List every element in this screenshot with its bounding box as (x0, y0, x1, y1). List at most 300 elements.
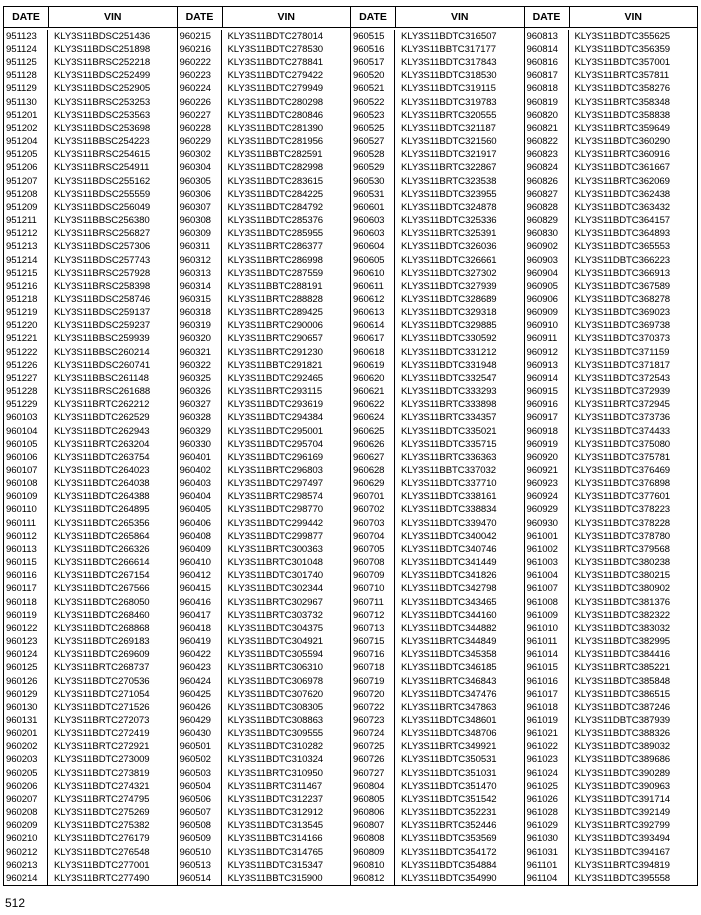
date-cell: 961031 (525, 846, 569, 859)
vin-cell: KLY3S11BDTC373736 (574, 412, 671, 424)
table-row (525, 819, 698, 832)
table-row (178, 372, 351, 385)
date-cell: 960905 (525, 280, 569, 293)
date-cell: 960224 (178, 82, 222, 95)
table-row (178, 254, 351, 267)
table-row (4, 675, 177, 688)
table-row (178, 96, 351, 109)
table-row (4, 43, 177, 56)
table-header (525, 7, 698, 28)
table-row (351, 648, 524, 661)
date-cell: 951202 (4, 122, 48, 135)
date-cell: 960525 (351, 122, 395, 135)
date-cell: 961007 (525, 582, 569, 595)
vin-cell: KLY3S11BDSC252499 (54, 70, 151, 82)
date-cell: 960103 (4, 411, 48, 424)
vin-cell: KLY3S11BDTC309555 (227, 728, 324, 740)
vin-cell: KLY3S11BRTC349921 (401, 741, 497, 753)
date-cell: 961022 (525, 740, 569, 753)
date-cell: 960715 (351, 635, 395, 648)
vin-cell: KLY3S11BDSC255559 (54, 188, 151, 200)
date-cell: 951124 (4, 43, 48, 56)
date-cell: 960611 (351, 280, 395, 293)
vin-cell: KLY3S11BDTC347476 (401, 688, 497, 700)
date-cell: 960210 (4, 832, 48, 845)
table-row (4, 701, 177, 714)
vin-cell: KLY3S11BDTC306978 (227, 675, 324, 687)
vin-cell: KLY3S11BBTC282591 (227, 149, 323, 161)
date-cell: 960819 (525, 96, 569, 109)
date-cell: 960805 (351, 793, 395, 806)
vin-cell: KLY3S11BRTC333898 (401, 399, 497, 411)
table-row (4, 30, 177, 43)
vin-cell: KLY3S11BRTC306310 (227, 662, 323, 674)
table-row (525, 477, 698, 490)
table-row (178, 267, 351, 280)
table-row (4, 661, 177, 674)
table-row (4, 254, 177, 267)
date-cell: 960229 (178, 135, 222, 148)
date-cell: 960720 (351, 688, 395, 701)
date-cell: 960621 (351, 385, 395, 398)
date-cell: 960705 (351, 543, 395, 556)
date-cell: 960306 (178, 188, 222, 201)
table-row (4, 438, 177, 451)
vin-cell: KLY3S11BDTC358276 (574, 83, 671, 95)
table-row (525, 319, 698, 332)
vin-cell: KLY3S11BRSC254911 (54, 162, 150, 174)
date-cell: 961010 (525, 622, 569, 635)
date-cell: 960110 (4, 503, 48, 516)
date-cell: 960814 (525, 43, 569, 56)
vin-cell: KLY3S11BDTC284225 (227, 188, 324, 200)
table-row (525, 135, 698, 148)
vin-cell: KLY3S11BDTC310282 (227, 741, 324, 753)
table-row (351, 122, 524, 135)
table-row (4, 451, 177, 464)
table-row (4, 477, 177, 490)
table-row (351, 543, 524, 556)
table-row (4, 832, 177, 845)
table-row (525, 201, 698, 214)
vin-cell: KLY3S11BRSC258398 (54, 280, 151, 292)
table-row (178, 714, 351, 727)
table-row (4, 56, 177, 69)
date-cell: 960619 (351, 359, 395, 372)
table-row (4, 411, 177, 424)
date-cell: 951214 (4, 254, 48, 267)
date-cell: 961021 (525, 727, 569, 740)
vin-cell: KLY3S11BDTC329318 (401, 307, 497, 319)
date-cell: 960614 (351, 319, 395, 332)
vin-cell: KLY3S11BRTC359649 (574, 122, 670, 134)
date-cell: 951206 (4, 161, 48, 174)
date-cell: 960124 (4, 648, 48, 661)
table-row (178, 780, 351, 793)
date-cell: 960924 (525, 490, 569, 503)
date-cell: 960419 (178, 635, 222, 648)
table-header (4, 7, 177, 28)
vin-cell: KLY3S11BDTC285376 (227, 215, 324, 227)
table-row (178, 201, 351, 214)
vin-cell: KLY3S11BDTC278014 (227, 30, 324, 42)
table-row (178, 319, 351, 332)
vin-cell: KLY3S11BDTC370373 (574, 333, 671, 345)
vin-cell: KLY3S11BDTC345358 (401, 649, 497, 661)
vin-cell: KLY3S11BDTC382995 (574, 636, 671, 648)
date-cell: 960906 (525, 293, 569, 306)
vin-cell: KLY3S11BBTC337032 (401, 465, 497, 476)
date-cell: 960514 (178, 872, 222, 885)
vin-cell: KLY3S11BDTC316507 (401, 30, 497, 42)
date-cell: 960702 (351, 503, 395, 516)
vin-cell: KLY3S11BBTC314166 (227, 833, 323, 845)
date-cell: 960601 (351, 201, 395, 214)
vin-cell: KLY3S11BRTC290657 (227, 333, 323, 345)
table-row (178, 148, 351, 161)
table-row (351, 82, 524, 95)
vin-cell: KLY3S11BDSC255162 (54, 175, 151, 187)
table-row (351, 359, 524, 372)
date-cell: 960305 (178, 175, 222, 188)
vin-cell: KLY3S11BRTC286998 (227, 254, 323, 266)
date-cell: 960719 (351, 675, 395, 688)
vin-cell: KLY3S11BDTC319115 (401, 83, 496, 95)
vin-cell: KLY3S11BDTC339470 (401, 517, 497, 529)
table-row (525, 556, 698, 569)
vin-cell: KLY3S11BRTC268737 (54, 662, 150, 674)
vin-cell: KLY3S11BRSC254615 (54, 149, 151, 161)
table-row (4, 464, 177, 477)
date-cell: 960409 (178, 543, 222, 556)
vin-cell: KLY3S11BDTC376898 (574, 478, 671, 490)
vin-cell: KLY3S11BDTC275382 (54, 820, 150, 832)
vin-cell: KLY3S11BDTC315347 (227, 859, 324, 871)
date-cell: 960320 (178, 332, 222, 345)
date-cell: 960528 (351, 148, 395, 161)
vin-cell: KLY3S11BDTC367589 (574, 280, 671, 292)
table-row (525, 832, 698, 845)
date-cell: 960410 (178, 556, 222, 569)
vin-cell: KLY3S11BDTC395558 (574, 872, 671, 884)
table-row (351, 740, 524, 753)
table-row (178, 398, 351, 411)
vin-cell: KLY3S11BRTC385221 (574, 662, 670, 674)
vin-cell: KLY3S11BRTC325391 (401, 228, 497, 240)
date-cell: 960527 (351, 135, 395, 148)
vin-cell: KLY3S11BRTC346843 (401, 675, 497, 687)
vin-cell: KLY3S11BDTC295704 (227, 438, 324, 450)
table-row (351, 240, 524, 253)
table-row (178, 517, 351, 530)
date-cell: 960917 (525, 411, 569, 424)
date-cell: 960208 (4, 806, 48, 819)
table-row (178, 846, 351, 859)
date-cell: 951212 (4, 227, 48, 240)
date-cell: 961011 (525, 635, 569, 648)
table-row (178, 30, 351, 43)
vin-cell: KLY3S11BDTC262943 (54, 425, 150, 437)
table-row (351, 30, 524, 43)
date-cell: 960111 (4, 517, 48, 530)
vin-cell: KLY3S11BRSC256827 (54, 228, 151, 240)
vin-cell: KLY3S11BDTC371159 (574, 346, 670, 358)
date-cell: 961104 (525, 872, 569, 885)
vin-cell: KLY3S11BDTC348706 (401, 728, 497, 740)
date-cell: 960222 (178, 56, 222, 69)
table-row (178, 438, 351, 451)
vin-cell: KLY3S11BDTC280846 (227, 109, 324, 121)
date-cell: 960823 (525, 148, 569, 161)
vin-cell: KLY3S11BDTC366913 (574, 267, 671, 279)
vin-cell: KLY3S11BDTC278841 (227, 57, 324, 69)
table-row (525, 543, 698, 556)
table-row (178, 661, 351, 674)
table-row (525, 385, 698, 398)
table-row (4, 346, 177, 359)
date-cell: 960824 (525, 161, 569, 174)
date-cell: 960226 (178, 96, 222, 109)
date-cell: 960328 (178, 411, 222, 424)
vin-cell: KLY3S11BDTC353569 (401, 833, 497, 845)
table-row (4, 109, 177, 122)
table-row (525, 30, 698, 43)
table-row (4, 372, 177, 385)
vin-cell: KLY3S11BBSC260214 (54, 346, 150, 358)
vin-cell: KLY3S11BDTC376469 (574, 465, 671, 476)
date-cell: 960214 (4, 872, 48, 885)
vin-cell: KLY3S11BDTC389032 (574, 741, 671, 753)
date-cell: 960206 (4, 780, 48, 793)
table-row (525, 96, 698, 109)
vin-cell: KLY3S11BDTC317843 (401, 57, 497, 69)
date-cell: 960618 (351, 346, 395, 359)
date-cell: 960408 (178, 530, 222, 543)
date-cell: 960913 (525, 359, 569, 372)
date-cell: 951201 (4, 109, 48, 122)
table-row (525, 490, 698, 503)
table-row (351, 425, 524, 438)
table-row (178, 43, 351, 56)
table-row (178, 819, 351, 832)
vin-cell: KLY3S11BDTC287559 (227, 267, 324, 279)
vin-cell: KLY3S11BDTC299442 (227, 517, 324, 529)
vin-cell: KLY3S11BDTC344882 (401, 622, 497, 634)
vin-cell: KLY3S11BRTC272921 (54, 741, 150, 753)
date-cell: 960723 (351, 714, 395, 727)
table-row (4, 714, 177, 727)
vin-cell: KLY3S11BDTC354172 (401, 846, 497, 858)
table-row (4, 425, 177, 438)
date-cell: 960509 (178, 832, 222, 845)
vin-cell: KLY3S11BDTC319783 (401, 96, 497, 108)
table-row (4, 688, 177, 701)
table-row (351, 254, 524, 267)
table-rows (4, 28, 177, 885)
table-row (525, 122, 698, 135)
vin-cell: KLY3S11BDTC301740 (227, 570, 324, 582)
date-cell: 960403 (178, 477, 222, 490)
table-row (351, 69, 524, 82)
date-cell: 960508 (178, 819, 222, 832)
date-cell: 951219 (4, 306, 48, 319)
vin-cell: KLY3S11BDTC364893 (574, 228, 671, 240)
date-cell: 960117 (4, 582, 48, 595)
date-cell: 960529 (351, 161, 395, 174)
table-row (525, 69, 698, 82)
vin-cell: KLY3S11BRTC311467 (227, 780, 323, 792)
vin-cell: KLY3S11BDTC374433 (574, 425, 671, 437)
table-row (178, 477, 351, 490)
date-cell: 960911 (525, 332, 569, 345)
date-cell: 951226 (4, 359, 48, 372)
vin-cell: KLY3S11BDTC389686 (574, 754, 671, 766)
date-cell: 960326 (178, 385, 222, 398)
vin-cell: KLY3S11BDTC268868 (54, 622, 150, 634)
table-row (4, 96, 177, 109)
table-row (4, 490, 177, 503)
table-row (351, 398, 524, 411)
table-row (178, 240, 351, 253)
table-row (351, 556, 524, 569)
vin-cell: KLY3S11BBTC315900 (227, 872, 323, 884)
table-row (178, 806, 351, 819)
table-row (351, 688, 524, 701)
date-cell: 951204 (4, 135, 48, 148)
table-row (178, 793, 351, 806)
vin-cell: KLY3S11BDTC383032 (574, 622, 671, 634)
table-rows (351, 28, 524, 885)
table-row (4, 175, 177, 188)
vin-cell: KLY3S11BDTC371817 (574, 359, 671, 371)
vin-cell: KLY3S11BDTC384416 (574, 649, 671, 661)
vin-cell: KLY3S11BDTC272419 (54, 728, 150, 740)
date-cell: 960920 (525, 451, 569, 464)
vin-cell: KLY3S11BDTC391714 (574, 793, 671, 805)
date-cell: 961018 (525, 701, 569, 714)
vin-cell: KLY3S11BDTC265864 (54, 530, 150, 542)
date-cell: 960804 (351, 780, 395, 793)
table-row (525, 293, 698, 306)
vin-cell: KLY3S11BDTC308305 (227, 701, 324, 713)
vin-cell: KLY3S11BDTC350531 (401, 754, 497, 766)
table-row (351, 675, 524, 688)
table-block (525, 7, 698, 885)
table-row (351, 43, 524, 56)
table-row (351, 859, 524, 872)
date-cell: 951229 (4, 398, 48, 411)
table-row (178, 346, 351, 359)
vin-cell: KLY3S11BDTC264388 (54, 491, 150, 503)
date-cell: 960228 (178, 122, 222, 135)
table-row (351, 846, 524, 859)
table-row (525, 503, 698, 516)
date-cell: 960821 (525, 122, 569, 135)
table-row (4, 240, 177, 253)
date-column-header: DATE (525, 7, 570, 27)
vin-cell: KLY3S11BRTC362069 (574, 175, 670, 187)
vin-cell: KLY3S11BDTC321560 (401, 136, 497, 148)
date-cell: 960712 (351, 609, 395, 622)
page-number: 512 (5, 896, 26, 910)
vin-cell: KLY3S11BDTC314765 (227, 846, 324, 858)
vin-cell: KLY3S11BDTC292465 (227, 372, 324, 384)
date-cell: 960213 (4, 859, 48, 872)
date-cell: 960515 (351, 30, 395, 43)
date-cell: 960516 (351, 43, 395, 56)
date-cell: 951129 (4, 82, 48, 95)
date-cell: 951220 (4, 319, 48, 332)
vin-cell: KLY3S11BDTC268050 (54, 596, 150, 608)
table-row (351, 293, 524, 306)
vin-cell: KLY3S11BDTC271526 (54, 701, 150, 713)
vin-cell: KLY3S11BDTC351031 (401, 767, 497, 779)
table-row (4, 201, 177, 214)
table-row (178, 425, 351, 438)
date-cell: 960130 (4, 701, 48, 714)
vin-cell: KLY3S11BDTC278530 (227, 44, 324, 55)
date-cell: 960412 (178, 569, 222, 582)
date-cell: 961023 (525, 753, 569, 766)
vin-cell: KLY3S11BDTC267566 (54, 583, 150, 595)
table-row (351, 227, 524, 240)
date-cell: 960116 (4, 569, 48, 582)
table-row (351, 490, 524, 503)
vin-cell: KLY3S11BRTC272073 (54, 714, 150, 726)
vin-cell: KLY3S11BDTC284792 (227, 201, 324, 213)
vin-cell: KLY3S11BDTC321917 (401, 149, 497, 161)
table-row (525, 688, 698, 701)
table-row (351, 569, 524, 582)
date-cell: 961028 (525, 806, 569, 819)
vin-cell: KLY3S11BDTC266326 (54, 543, 150, 555)
vin-cell: KLY3S11BDSC258746 (54, 293, 151, 305)
date-cell: 960405 (178, 503, 222, 516)
date-cell: 951128 (4, 69, 48, 82)
table-row (4, 609, 177, 622)
vin-cell: KLY3S11BDTC338834 (401, 504, 497, 516)
date-cell: 960304 (178, 161, 222, 174)
table-row (178, 675, 351, 688)
date-cell: 960530 (351, 175, 395, 188)
vin-cell: KLY3S11BDTC312912 (227, 807, 324, 819)
vin-cell: KLY3S11BDTC268460 (54, 609, 150, 621)
date-cell: 960123 (4, 635, 48, 648)
date-cell: 960402 (178, 464, 222, 477)
table-row (178, 701, 351, 714)
date-cell: 951221 (4, 332, 48, 345)
vin-cell: KLY3S11BDTC348601 (401, 714, 497, 726)
vin-cell: KLY3S11BDTC277001 (54, 859, 150, 871)
vin-cell: KLY3S11BDTC298770 (227, 504, 324, 516)
vin-cell: KLY3S11BDTC390289 (574, 767, 671, 779)
table-row (351, 161, 524, 174)
table-row (178, 175, 351, 188)
date-cell: 960302 (178, 148, 222, 161)
table-row (178, 596, 351, 609)
table-row (351, 530, 524, 543)
date-cell: 960923 (525, 477, 569, 490)
vin-cell: KLY3S11BDTC372543 (574, 372, 671, 384)
table-row (178, 872, 351, 885)
vin-cell: KLY3S11BRTC298574 (227, 491, 323, 503)
vin-cell: KLY3S11BRTC394819 (574, 859, 670, 871)
table-row (351, 661, 524, 674)
vin-cell: KLY3S11BDTC312237 (227, 793, 324, 805)
table-row (4, 767, 177, 780)
date-cell: 951207 (4, 175, 48, 188)
vin-cell: KLY3S11BDTC343465 (401, 596, 497, 608)
